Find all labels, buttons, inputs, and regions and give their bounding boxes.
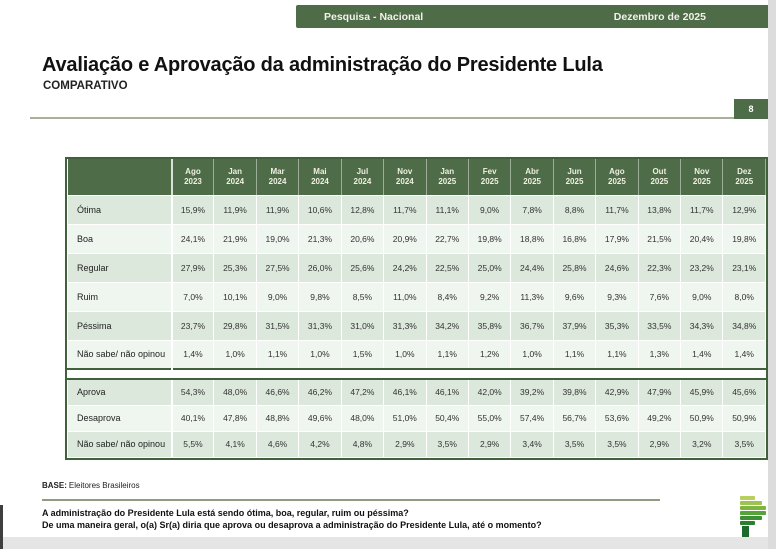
- value-cell: 24,4%: [511, 253, 553, 282]
- value-cell: 11,9%: [214, 195, 256, 224]
- table-row: [68, 379, 766, 405]
- column-header: Jul 2024: [341, 159, 383, 195]
- value-cell: 24,1%: [172, 224, 214, 253]
- value-cell: 47,8%: [214, 405, 256, 431]
- value-cell: 4,2%: [299, 431, 341, 457]
- value-cell: 35,3%: [596, 311, 638, 340]
- value-cell: 1,1%: [553, 340, 595, 369]
- value-cell: 36,7%: [511, 311, 553, 340]
- value-cell: 42,9%: [596, 379, 638, 405]
- top-bar: [296, 5, 768, 28]
- value-cell: 10,1%: [214, 282, 256, 311]
- value-cell: 13,8%: [638, 195, 680, 224]
- value-cell: 10,6%: [299, 195, 341, 224]
- value-cell: 19,8%: [723, 224, 766, 253]
- column-header: Mar 2024: [256, 159, 298, 195]
- section-divider: [68, 369, 766, 379]
- value-cell: 49,6%: [299, 405, 341, 431]
- value-cell: 2,9%: [384, 431, 426, 457]
- value-cell: 20,6%: [341, 224, 383, 253]
- value-cell: 8,4%: [426, 282, 468, 311]
- value-cell: 50,9%: [723, 405, 766, 431]
- column-header: Jun 2025: [553, 159, 595, 195]
- row-label: Não sabe/ não opinou: [68, 340, 172, 369]
- row-label: Boa: [68, 224, 172, 253]
- column-header: Mai 2024: [299, 159, 341, 195]
- table-row: [68, 431, 766, 457]
- value-cell: 12,9%: [723, 195, 766, 224]
- row-label: Ruim: [68, 282, 172, 311]
- value-cell: 23,2%: [681, 253, 723, 282]
- base-note: [42, 481, 140, 490]
- value-cell: 27,5%: [256, 253, 298, 282]
- question-line-2: De uma maneira geral, o(a) Sr(a) diria que aprova ou desaprova a administração do Presidente Lula, até o momento?: [42, 520, 542, 530]
- value-cell: 8,5%: [341, 282, 383, 311]
- value-cell: 51,0%: [384, 405, 426, 431]
- value-cell: 1,4%: [723, 340, 766, 369]
- value-cell: 46,6%: [256, 379, 298, 405]
- value-cell: 39,2%: [511, 379, 553, 405]
- value-cell: 11,3%: [511, 282, 553, 311]
- value-cell: 46,1%: [384, 379, 426, 405]
- value-cell: 26,0%: [299, 253, 341, 282]
- value-cell: 53,6%: [596, 405, 638, 431]
- value-cell: 1,4%: [681, 340, 723, 369]
- value-cell: 22,7%: [426, 224, 468, 253]
- row-label: Aprova: [68, 379, 172, 405]
- table-row: [68, 311, 766, 340]
- value-cell: 19,0%: [256, 224, 298, 253]
- logo-bar: [740, 506, 766, 510]
- results-table: [65, 157, 768, 460]
- value-cell: 8,8%: [553, 195, 595, 224]
- value-cell: 2,9%: [638, 431, 680, 457]
- value-cell: 9,8%: [299, 282, 341, 311]
- value-cell: 35,8%: [468, 311, 510, 340]
- value-cell: 1,0%: [299, 340, 341, 369]
- column-header: Ago 2025: [596, 159, 638, 195]
- value-cell: 3,4%: [511, 431, 553, 457]
- value-cell: 3,5%: [553, 431, 595, 457]
- value-cell: 39,8%: [553, 379, 595, 405]
- value-cell: 18,8%: [511, 224, 553, 253]
- value-cell: 47,2%: [341, 379, 383, 405]
- table-row: [68, 224, 766, 253]
- column-header: Fev 2025: [468, 159, 510, 195]
- value-cell: 25,3%: [214, 253, 256, 282]
- base-label: BASE:: [42, 481, 67, 490]
- value-cell: 17,9%: [596, 224, 638, 253]
- value-cell: 24,6%: [596, 253, 638, 282]
- column-header: Nov 2025: [681, 159, 723, 195]
- window-right-edge: [768, 0, 776, 549]
- value-cell: 1,0%: [384, 340, 426, 369]
- value-cell: 9,0%: [681, 282, 723, 311]
- value-cell: 9,0%: [256, 282, 298, 311]
- value-cell: 34,8%: [723, 311, 766, 340]
- footer-divider: [42, 499, 660, 501]
- value-cell: 27,9%: [172, 253, 214, 282]
- value-cell: 25,0%: [468, 253, 510, 282]
- logo-bar: [740, 501, 762, 505]
- value-cell: 31,3%: [299, 311, 341, 340]
- value-cell: 31,0%: [341, 311, 383, 340]
- value-cell: 22,3%: [638, 253, 680, 282]
- value-cell: 21,5%: [638, 224, 680, 253]
- value-cell: 16,8%: [553, 224, 595, 253]
- value-cell: 7,6%: [638, 282, 680, 311]
- value-cell: 23,7%: [172, 311, 214, 340]
- base-text: Eleitores Brasileiros: [68, 481, 140, 490]
- table-row: [68, 340, 766, 369]
- row-label: Péssima: [68, 311, 172, 340]
- value-cell: 12,8%: [341, 195, 383, 224]
- value-cell: 46,2%: [299, 379, 341, 405]
- value-cell: 25,8%: [553, 253, 595, 282]
- row-label: Ótima: [68, 195, 172, 224]
- value-cell: 3,2%: [681, 431, 723, 457]
- value-cell: 11,9%: [256, 195, 298, 224]
- value-cell: 34,2%: [426, 311, 468, 340]
- column-header: Dez 2025: [723, 159, 766, 195]
- value-cell: 29,8%: [214, 311, 256, 340]
- value-cell: 24,2%: [384, 253, 426, 282]
- value-cell: 33,5%: [638, 311, 680, 340]
- table-corner-cell: [68, 159, 172, 195]
- value-cell: 3,5%: [426, 431, 468, 457]
- value-cell: 23,1%: [723, 253, 766, 282]
- value-cell: 19,8%: [468, 224, 510, 253]
- value-cell: 48,0%: [341, 405, 383, 431]
- column-header: Ago 2023: [172, 159, 214, 195]
- value-cell: 4,8%: [341, 431, 383, 457]
- value-cell: 45,9%: [681, 379, 723, 405]
- logo-bar: [740, 516, 762, 520]
- top-bar-survey-label: Pesquisa - Nacional: [324, 10, 424, 23]
- value-cell: 5,5%: [172, 431, 214, 457]
- value-cell: 1,3%: [638, 340, 680, 369]
- value-cell: 1,4%: [172, 340, 214, 369]
- value-cell: 21,3%: [299, 224, 341, 253]
- column-header: Jan 2025: [426, 159, 468, 195]
- value-cell: 1,1%: [596, 340, 638, 369]
- logo-bar: [740, 511, 766, 515]
- value-cell: 4,1%: [214, 431, 256, 457]
- row-label: Não sabe/ não opinou: [68, 431, 172, 457]
- logo-bar: [740, 521, 755, 525]
- value-cell: 37,9%: [553, 311, 595, 340]
- top-bar-date-label: Dezembro de 2025: [613, 10, 706, 23]
- column-header: Jan 2024: [214, 159, 256, 195]
- value-cell: 34,3%: [681, 311, 723, 340]
- value-cell: 7,8%: [511, 195, 553, 224]
- value-cell: 21,9%: [214, 224, 256, 253]
- value-cell: 47,9%: [638, 379, 680, 405]
- value-cell: 7,0%: [172, 282, 214, 311]
- window-bottom-edge: [0, 537, 776, 549]
- value-cell: 1,1%: [426, 340, 468, 369]
- value-cell: 25,6%: [341, 253, 383, 282]
- page-corner-shadow: [0, 505, 3, 549]
- value-cell: 48,0%: [214, 379, 256, 405]
- table-row: [68, 253, 766, 282]
- value-cell: 48,8%: [256, 405, 298, 431]
- value-cell: 1,1%: [256, 340, 298, 369]
- value-cell: 31,5%: [256, 311, 298, 340]
- question-line-1: A administração do Presidente Lula está sendo ótima, boa, regular, ruim ou péssima?: [42, 508, 409, 518]
- value-cell: 31,3%: [384, 311, 426, 340]
- page-title: Avaliação e Aprovação da administração do Presidente Lula: [42, 54, 603, 76]
- table-row: [68, 405, 766, 431]
- value-cell: 15,9%: [172, 195, 214, 224]
- row-label: Regular: [68, 253, 172, 282]
- value-cell: 3,5%: [596, 431, 638, 457]
- value-cell: 9,3%: [596, 282, 638, 311]
- value-cell: 45,6%: [723, 379, 766, 405]
- value-cell: 1,0%: [214, 340, 256, 369]
- title-divider: [30, 117, 734, 119]
- logo-bar: [740, 496, 755, 500]
- row-label: Desaprova: [68, 405, 172, 431]
- value-cell: 46,1%: [426, 379, 468, 405]
- value-cell: 11,7%: [681, 195, 723, 224]
- column-header: Out 2025: [638, 159, 680, 195]
- value-cell: 11,0%: [384, 282, 426, 311]
- value-cell: 57,4%: [511, 405, 553, 431]
- value-cell: 20,4%: [681, 224, 723, 253]
- value-cell: 11,1%: [426, 195, 468, 224]
- value-cell: 54,3%: [172, 379, 214, 405]
- value-cell: 55,0%: [468, 405, 510, 431]
- column-header: Abr 2025: [511, 159, 553, 195]
- parana-pesquisas-logo: [740, 496, 768, 538]
- value-cell: 4,6%: [256, 431, 298, 457]
- table-row: [68, 195, 766, 224]
- value-cell: 8,0%: [723, 282, 766, 311]
- value-cell: 42,0%: [468, 379, 510, 405]
- value-cell: 50,4%: [426, 405, 468, 431]
- table-row: [68, 282, 766, 311]
- value-cell: 9,2%: [468, 282, 510, 311]
- value-cell: 9,0%: [468, 195, 510, 224]
- value-cell: 22,5%: [426, 253, 468, 282]
- value-cell: 3,5%: [723, 431, 766, 457]
- value-cell: 40,1%: [172, 405, 214, 431]
- page-subtitle: COMPARATIVO: [43, 80, 128, 92]
- column-header: Nov 2024: [384, 159, 426, 195]
- page-number-badge: 8: [734, 99, 768, 119]
- value-cell: 2,9%: [468, 431, 510, 457]
- results-table-el: [67, 159, 766, 458]
- value-cell: 1,2%: [468, 340, 510, 369]
- survey-questions: [42, 507, 542, 531]
- value-cell: 1,0%: [511, 340, 553, 369]
- value-cell: 11,7%: [596, 195, 638, 224]
- value-cell: 9,6%: [553, 282, 595, 311]
- value-cell: 11,7%: [384, 195, 426, 224]
- value-cell: 20,9%: [384, 224, 426, 253]
- logo-stem: [742, 526, 749, 537]
- value-cell: 50,9%: [681, 405, 723, 431]
- value-cell: 56,7%: [553, 405, 595, 431]
- value-cell: 1,5%: [341, 340, 383, 369]
- value-cell: 49,2%: [638, 405, 680, 431]
